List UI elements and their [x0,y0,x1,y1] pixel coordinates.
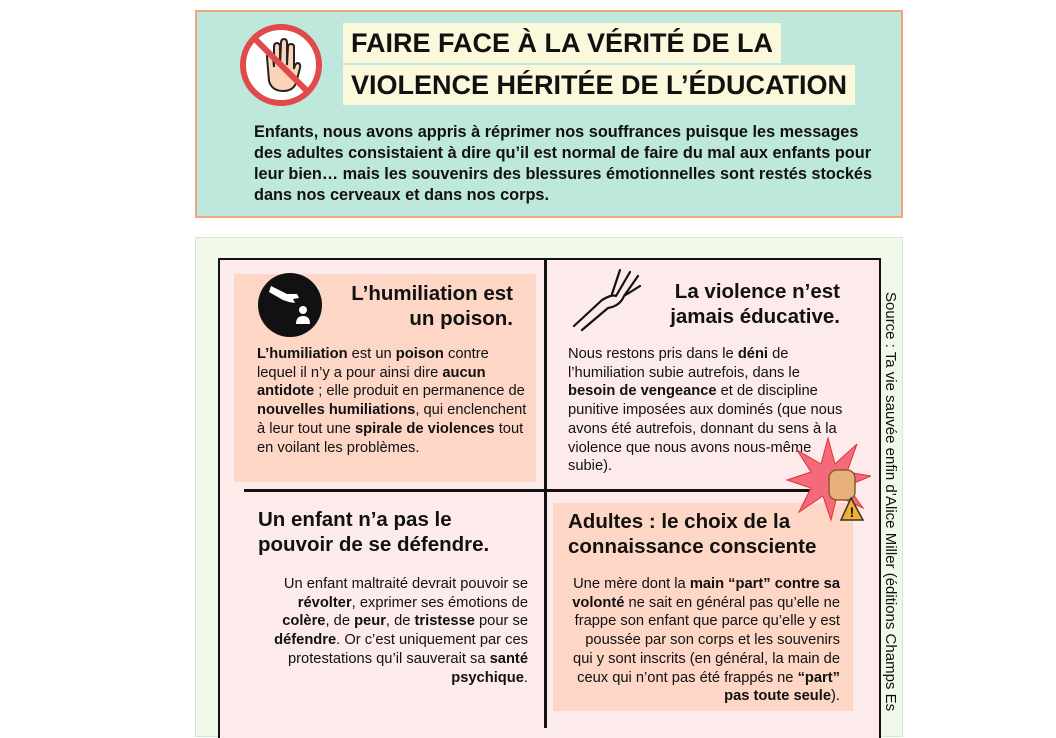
section-1-title: L’humiliation est un poison. [351,282,513,330]
body-text: pour se [474,613,528,630]
section-3-title: Un enfant n’a pas le pouvoir de se défendre. [258,508,490,556]
section-1-body [257,345,532,457]
emphasis-text: déni [737,346,769,362]
section-4-title: Adultes : le choix de la connaissance consciente [568,510,817,558]
section-2-title: La violence n’est jamais éducative. [670,280,840,328]
body-text: de l’humiliation subie autrefois, dans le [568,346,800,381]
body-text: et de discipline punitive imposées aux dominés (que nous avons été autrefois, donnant du sens à la violence que nous avons nous-même subie). [568,383,843,475]
body-text: , qui enclenchent à leur tout une [257,402,527,437]
body-text: Un enfant maltraité devrait pouvoir se [283,576,528,592]
section-3-body [258,575,528,687]
body-text: Nous restons pris dans le [568,346,738,362]
horizontal-divider [244,489,854,492]
emphasis-text: santé psychique [451,650,528,686]
body-text: tout en voilant les problèmes. [257,420,524,456]
body-text: contre lequel il n’y a pour ainsi dire [257,346,489,381]
body-text: est un [347,346,396,362]
emphasis-text: aucun antidote [257,364,486,400]
header-panel [195,10,903,218]
emphasis-text: L’humiliation [257,346,348,362]
section-4-body [563,575,840,706]
source-citation: Source : Ta vie sauvée enfin d’Alice Miller (éditions Champs Es [882,292,899,712]
emphasis-text: “part” pas toute seule [724,669,840,705]
emphasis-text: poison [395,346,444,362]
emphasis-text: tristesse [414,613,475,630]
body-text: , de [325,613,355,630]
emphasis-text: spirale de violences [355,420,495,437]
emphasis-text: peur [354,613,386,630]
hands-grab-icon [572,266,644,332]
vertical-divider [544,258,547,728]
emphasis-text: nouvelles humiliations [257,402,416,419]
body-text: . [523,669,528,686]
body-text: ; elle produit en permanence de [314,383,525,400]
emphasis-text: main “part” contre sa volonté [572,576,840,611]
title-line-2: VIOLENCE HÉRITÉE DE L’ÉDUCATION [343,65,855,105]
emphasis-text: révolter [297,594,352,611]
emphasis-text: besoin de vengeance [568,383,717,400]
body-text: Une mère dont la [573,576,690,592]
body-text: . Or c’est uniquement par ces protestations qu’il sauverait sa [287,632,528,667]
body-text: , de [385,613,415,630]
svg-text:!: ! [849,504,855,520]
body-text: ne sait en général pas qu’elle ne frappe son enfant que parce qu’elle y est poussée par son corps et les souvenirs qui y sont inscrits (en général, la main de ceux qui n’ont pas été frappés ne [573,594,840,686]
intro-text: Enfants, nous avons appris à réprimer nos souffrances puisque les messages des adultes consistaient à dire qu’il est normal de faire du mal aux enfants pour leur bien… mais les souvenirs des blessures émotionnelles sont restés stockés dans nos cerveaux et dans nos corps. [254,123,873,204]
title-line-1: FAIRE FACE À LA VÉRITÉ DE LA [343,23,781,63]
emphasis-text: colère [282,613,326,630]
stop-hand-icon [239,23,323,107]
emphasis-text: défendre [274,632,337,649]
body-text: ). [831,688,840,705]
body-text: , exprimer ses émotions de [351,594,528,611]
